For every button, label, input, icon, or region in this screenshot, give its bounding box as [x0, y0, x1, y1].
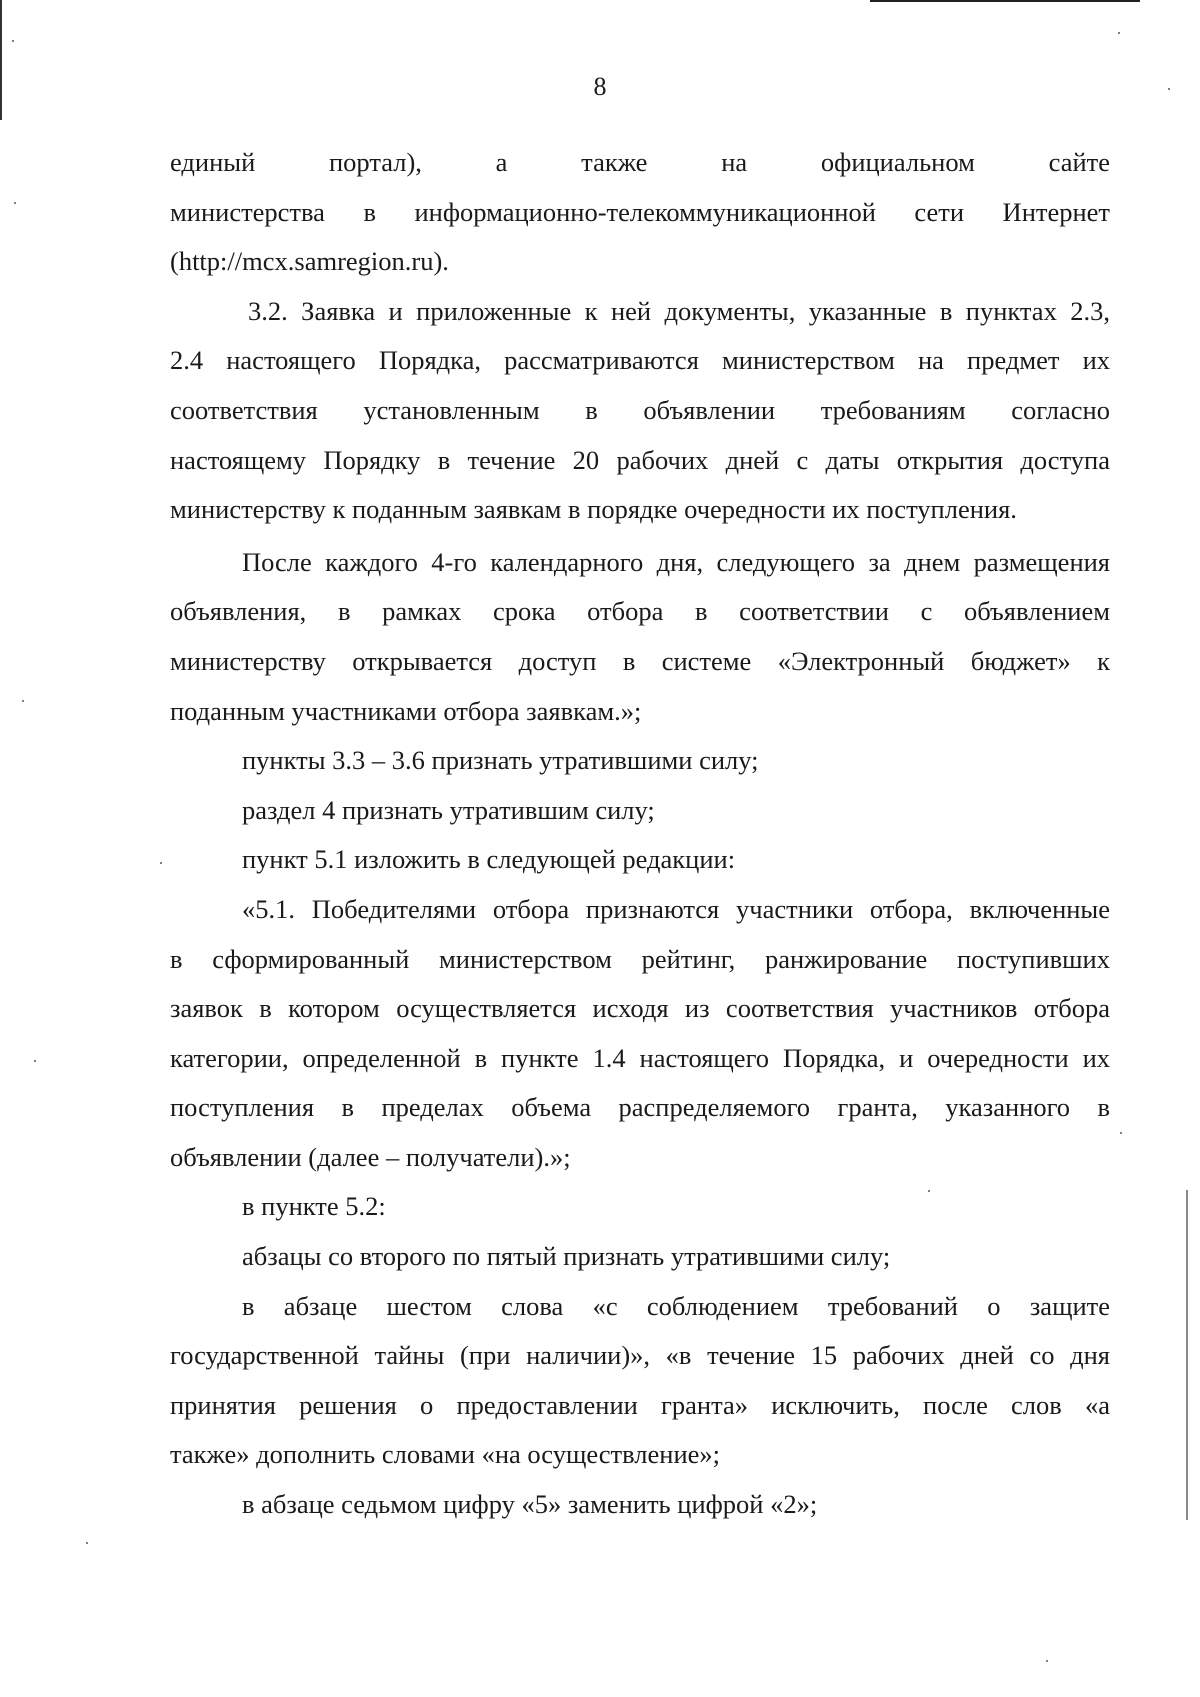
text-line: поступления в пределах объема распределяемого гранта, указанного в: [170, 1092, 1110, 1123]
scan-speck: [1118, 32, 1120, 34]
text-line: настоящему Порядку в течение 20 рабочих дней с даты открытия доступа: [170, 444, 1110, 475]
text-line: государственной тайны (при наличии)», «в течение 15 рабочих дней со дня: [170, 1340, 1110, 1371]
text-line: «5.1. Победителями отбора признаются участники отбора, включенные: [242, 893, 1110, 924]
page-number: 8: [593, 72, 607, 101]
text-line: принятия решения о предоставлении гранта» исключить, после слов «а: [170, 1389, 1110, 1420]
scan-speck: [1046, 1660, 1048, 1662]
text-line: в сформированный министерством рейтинг, ранжирование поступивших: [170, 943, 1110, 974]
text-line: министерства в информационно-телекоммуникационной сети Интернет: [170, 196, 1110, 227]
scan-speck: [86, 1542, 88, 1544]
text-line: категории, определенной в пункте 1.4 настоящего Порядка, и очередности их: [170, 1042, 1110, 1073]
scan-edge-right: [1186, 1190, 1188, 1520]
text-line: в абзаце шестом слова «с соблюдением требований о защите: [242, 1290, 1110, 1321]
text-line: 3.2. Заявка и приложенные к ней документы, указанные в пунктах 2.3,: [248, 295, 1110, 326]
text-line: абзацы со второго по пятый признать утратившими силу;: [242, 1241, 891, 1272]
text-line: объявления, в рамках срока отбора в соответствии с объявлением: [170, 596, 1110, 627]
text-line: пункт 5.1 изложить в следующей редакции:: [242, 844, 736, 875]
text-line: также» дополнить словами «на осуществление»;: [170, 1439, 721, 1470]
text-line: в абзаце седьмом цифру «5» заменить цифрой «2»;: [242, 1489, 818, 1520]
text-line: объявлении (далее – получатели).»;: [170, 1141, 571, 1172]
scan-speck: [12, 40, 14, 42]
text-line: министерству открывается доступ в системе «Электронный бюджет» к: [170, 645, 1110, 676]
text-line: заявок в котором осуществляется исходя из соответствия участников отбора: [170, 993, 1110, 1024]
text-line: в пункте 5.2:: [242, 1191, 386, 1222]
text-line: (http://mcx.samregion.ru).: [170, 246, 449, 277]
text-line: поданным участниками отбора заявкам.»;: [170, 695, 642, 726]
text-line: пункты 3.3 – 3.6 признать утратившими силу;: [242, 745, 759, 776]
text-line: министерству к поданным заявкам в порядке очередности их поступления.: [170, 494, 1017, 525]
scan-speck: [160, 862, 162, 864]
scan-speck: [14, 202, 16, 204]
scan-edge-left: [0, 0, 2, 120]
scan-speck: [1120, 1132, 1122, 1134]
text-line: соответствия установленным в объявлении требованиям согласно: [170, 394, 1110, 425]
text-line: После каждого 4-го календарного дня, следующего за днем размещения: [242, 546, 1110, 577]
scan-speck: [34, 1060, 36, 1062]
document-body: [170, 138, 1110, 1530]
text-line: единый портал), а также на официальном сайте: [170, 147, 1110, 177]
scan-speck: [22, 700, 24, 702]
text-line: раздел 4 признать утратившим силу;: [242, 794, 655, 825]
text-line: 2.4 настоящего Порядка, рассматриваются министерством на предмет их: [170, 345, 1110, 376]
scan-edge-top: [870, 0, 1140, 2]
